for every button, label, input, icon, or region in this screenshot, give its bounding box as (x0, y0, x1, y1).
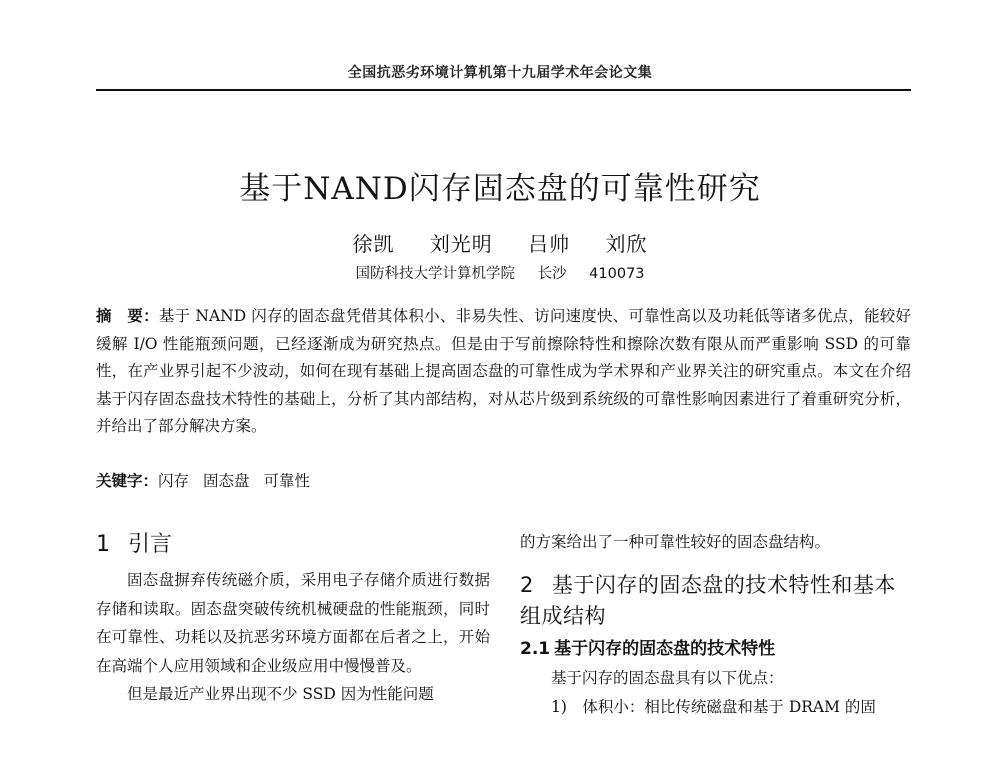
affiliation (0, 262, 1000, 283)
section-title: 基于闪存的固态盘的技术特性和基本组成结构 (520, 573, 896, 628)
affiliation-postcode: 410073 (589, 266, 645, 282)
affiliation-institution: 国防科技大学计算机学院 (355, 266, 515, 282)
section-title: 引言 (128, 532, 173, 557)
affiliation-city: 长沙 (537, 266, 567, 282)
paragraph: 但是最近产业界出现不少 SSD 因为性能问题 (127, 685, 434, 703)
keywords (96, 469, 911, 493)
author-name: 吕帅 (528, 232, 571, 256)
list-item: 1) 体积小：相比传统磁盘和基于 DRAM 的固 (551, 697, 876, 716)
abstract (96, 303, 911, 441)
keywords-label: 关键字： (96, 472, 159, 490)
author-name: 刘光明 (429, 232, 493, 256)
keyword: 闪存 (158, 472, 190, 490)
author-name: 刘欣 (605, 232, 648, 256)
subsection-title: 基于闪存的固态盘的技术特性 (554, 639, 776, 659)
paragraph: 固态盘摒弃传统磁介质，采用电子存储介质进行数据存储和读取。固态盘突破传统机械硬盘的性能瓶颈，同时在可靠性、功耗以及抗恶劣环境方面都在后者之上，开始在高端个人应用领域和企业级应用中慢慢普及。 (96, 571, 490, 675)
abstract-label: 摘 要： (96, 307, 159, 325)
paragraph: 基于闪存的固态盘具有以下优点： (551, 669, 784, 687)
keyword: 可靠性 (263, 472, 311, 490)
paragraph-continuation: 的方案给出了一种可靠性较好的固态盘结构。 (520, 533, 831, 551)
subsection-number: 2.1 (520, 639, 551, 659)
author-name: 徐凯 (352, 232, 395, 256)
author-list (0, 228, 1000, 257)
right-column (520, 528, 913, 721)
header-rule (96, 89, 911, 91)
paper-title: 基于NAND闪存固态盘的可靠性研究 (239, 171, 761, 207)
section-heading-2 (520, 570, 913, 632)
subsection-heading-2-1 (520, 634, 913, 664)
section-number: 1 (96, 532, 110, 557)
abstract-text: 基于 NAND 闪存的固态盘凭借其体积小、非易失性、访问速度快、可靠性高以及功耗低等诸多优点，能较好缓解 I/O 性能瓶颈问题，已经逐渐成为研究热点。但是由于写前擦除特性和擦除次数有限从而严重影响 SSD 的可靠性，在产业界引起不少波动，如何在现有基础上提高固态盘的可靠性成为学术界和产业界关注的研究重点。本文在介绍基于闪存固态盘技术特性的基础上，分析了其内部结构，对从芯片级到系统级的可靠性影响因素进行了着重研究分析，并给出了部分解决方案。 (96, 307, 911, 435)
left-column (96, 528, 490, 709)
keyword: 固态盘 (203, 472, 250, 490)
running-header: 全国抗恶劣环境计算机第十九届学术年会论文集 (347, 65, 653, 81)
section-number: 2 (520, 573, 534, 597)
section-heading-1 (96, 528, 490, 562)
